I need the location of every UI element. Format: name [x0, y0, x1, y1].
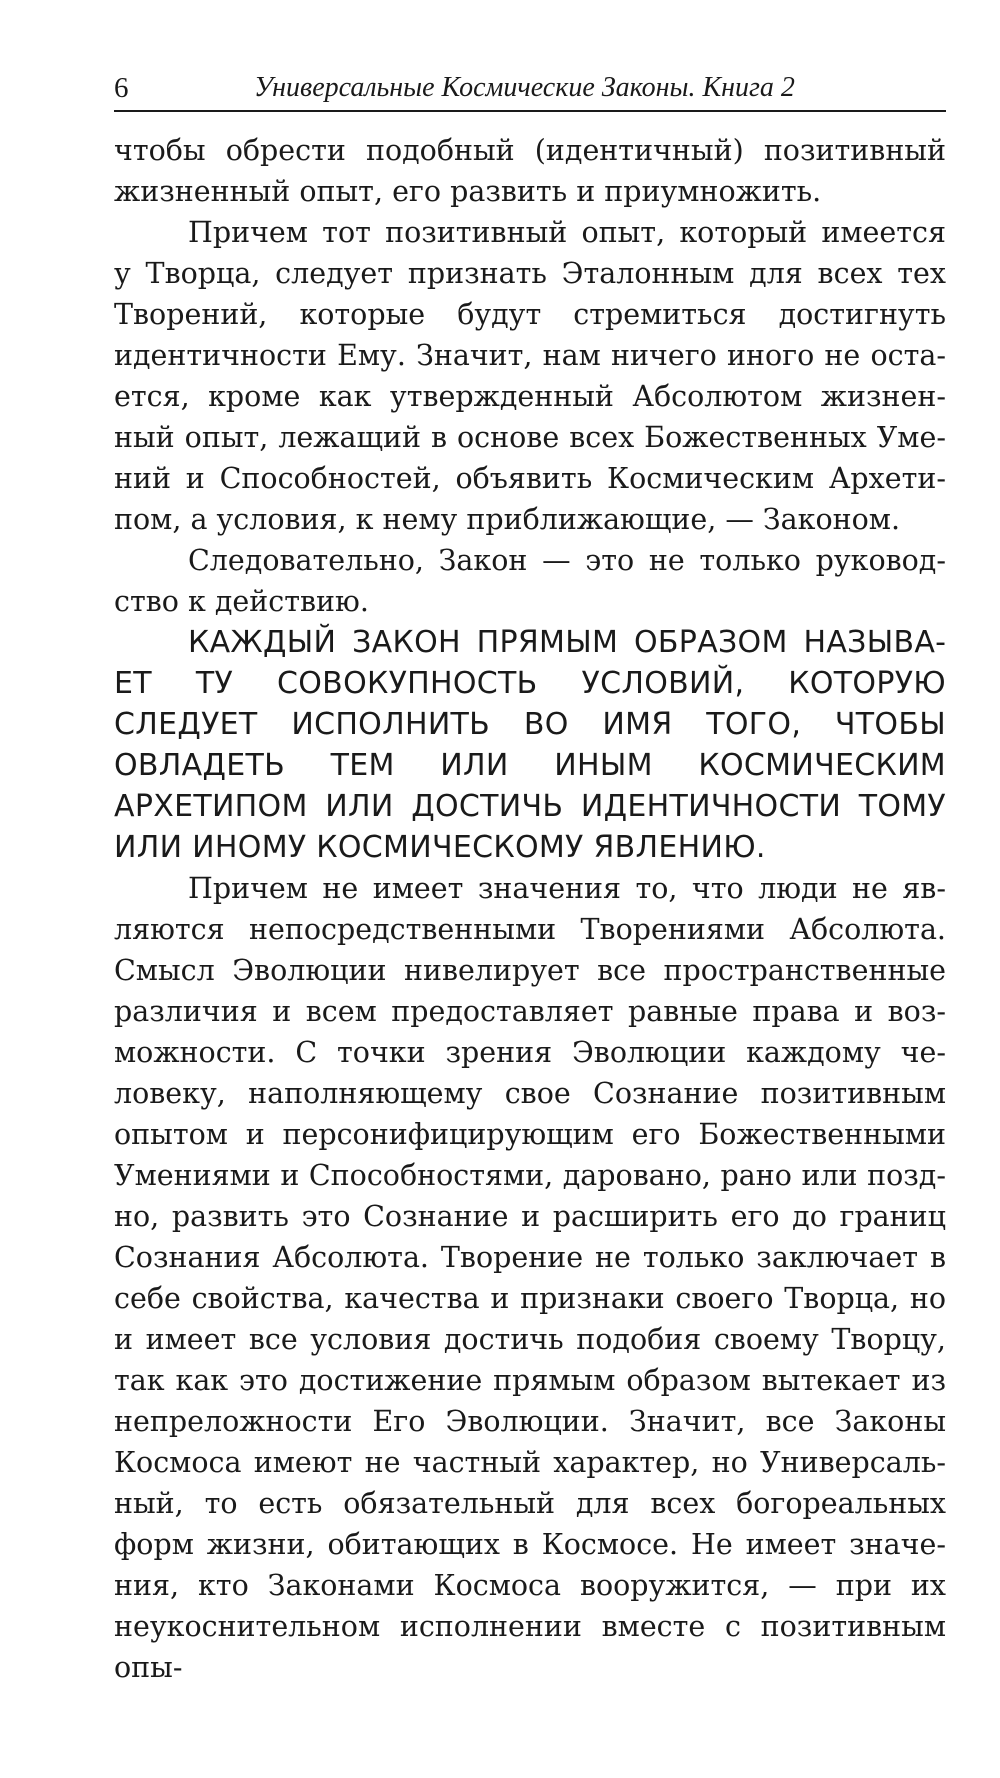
- body-text: [114, 130, 946, 1688]
- page-header: [114, 72, 946, 114]
- paragraph: Следовательно, Закон — это не только руководство к действию.: [114, 544, 946, 618]
- header-rule: [114, 110, 946, 112]
- paragraph-continuation: чтобы обрести подобный (идентичный) позитивный жизненный опыт, его развить и приумножить.: [114, 134, 946, 208]
- page-number: 6: [114, 72, 129, 104]
- emphasized-paragraph: КАЖДЫЙ ЗАКОН ПРЯМЫМ ОБРАЗОМ НАЗЫВАЕТ ТУ СОВОКУПНОСТЬ УСЛОВИЙ, КОТОРУЮ СЛЕДУЕТ ИСПОЛНИТЬ ВО ИМЯ ТОГО, ЧТОБЫ ОВЛАДЕТЬ ТЕМ ИЛИ ИНЫМ КОСМИЧЕСКИМ АРХЕТИПОМ ИЛИ ДОСТИЧЬ ИДЕНТИЧНОСТИ ТОМУ ИЛИ ИНОМУ КОСМИЧЕСКОМУ ЯВЛЕНИЮ.: [114, 625, 946, 865]
- paragraph: Причем тот позитивный опыт, который имеется у Творца, следует признать Эталонным для всех тех Творений, которые будут стремиться достигнуть идентичности Ему. Значит, нам ничего иного не остается, кроме как утвержденный Абсолютом жизненный опыт, лежащий в основе всех Божественных Умений и Способностей, объявить Космическим Архетипом, а условия, к нему приближающие, — Законом.: [114, 216, 946, 536]
- paragraph: Причем не имеет значения то, что люди не являются непосредственными Творениями Абсолюта. Смысл Эволюции нивелирует все пространственные различия и всем предоставляет равные права и возможности. С точки зрения Эволюции каждому человеку, наполняющему свое Сознание позитивным опытом и персонифицирующим его Божественными Умениями и Способностями, даровано, рано или поздно, развить это Сознание и расширить его до границ Сознания Абсолюта. Творение не только заключает в себе свойства, качества и признаки своего Творца, но и имеет все условия достичь подобия своему Творцу, так как это достижение прямым образом вытекает из непреложности Его Эволюции. Значит, все Законы Космоса имеют не частный характер, но Универсальный, то есть обязательный для всех богореальных форм жизни, обитающих в Космосе. Не имеет значения, кто Законами Космоса вооружится, — при их неукоснительном исполнении вместе с позитивным опы-: [114, 872, 946, 1684]
- running-title: Универсальные Космические Законы. Книга 2: [254, 72, 795, 103]
